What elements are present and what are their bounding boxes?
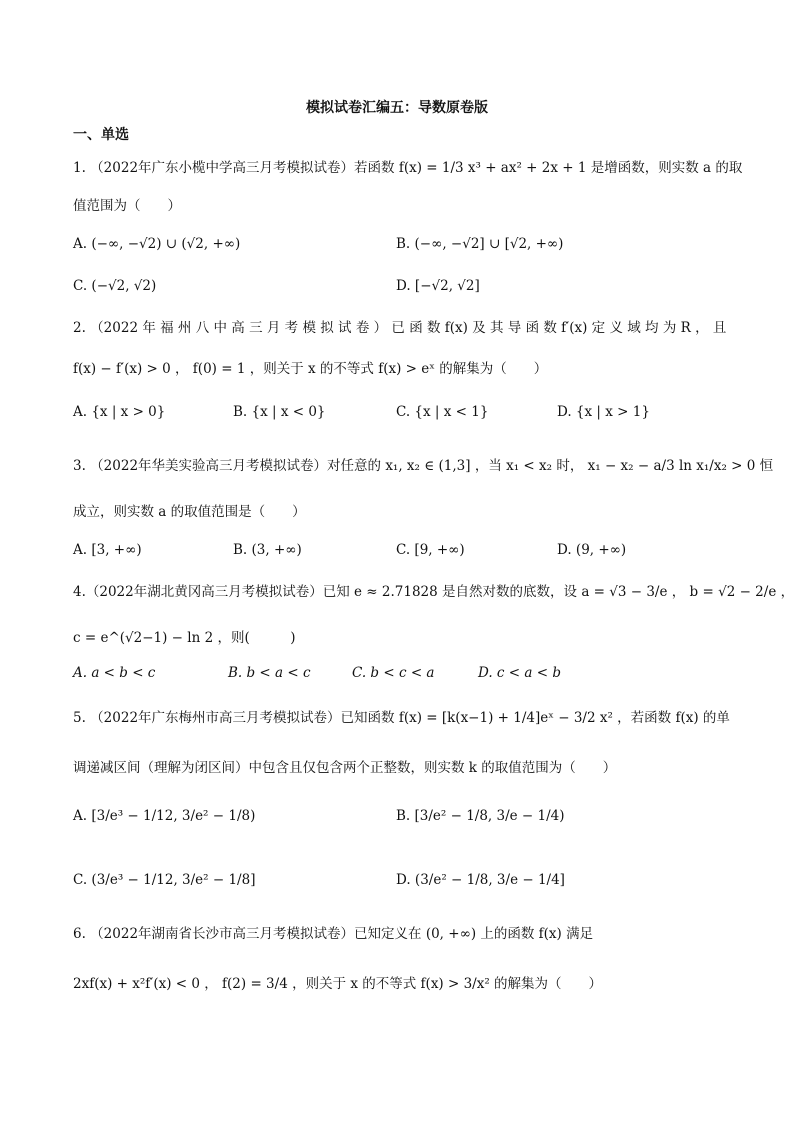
question-4-stem-cont: c = e^(√2−1) − ln 2 ，则( ) — [73, 630, 296, 646]
question-5-stem-cont: 调递减区间（理解为闭区间）中包含且仅包含两个正整数，则实数 k 的取值范围为（ ） — [73, 760, 617, 776]
question-6-stem-cont: 2xf(x) + x²f′(x) < 0 ， f(2) = 3/4 ，则关于 x 的不等式 f(x) > 3/x² 的解集为（ ） — [73, 976, 603, 992]
page-title: 模拟试卷汇编五：导数原卷版 — [306, 100, 488, 116]
question-1-stem: 1. （2022年广东小榄中学高三月考模拟试卷）若函数 f(x) = 1/3 x³ + ax² + 2x + 1 是增函数，则实数 a 的取 — [73, 160, 743, 176]
q4-option-c: C. b < c < a — [352, 665, 435, 681]
question-2-stem: 2. （2022 年 福 州 八 中 高 三 月 考 模 拟 试 卷 ） 已 函 数 f(x) 及 其 导 函 数 f′(x) 定 义 域 均 为 R ， 且 — [73, 320, 727, 336]
question-5-stem: 5. （2022年广东梅州市高三月考模拟试卷）已知函数 f(x) = [k(x−1) + 1/4]eˣ − 3/2 x² ，若函数 f(x) 的单 — [73, 710, 730, 726]
q2-option-b: B. {x | x < 0} — [233, 404, 326, 420]
q3-option-a: A. [3, +∞) — [73, 542, 142, 558]
question-4-stem: 4.（2022年湖北黄冈高三月考模拟试卷）已知 e ≈ 2.71828 是自然对数的底数，设 a = √3 − 3/e ， b = √2 − 2/e ， — [73, 584, 794, 600]
question-3-stem-cont: 成立，则实数 a 的取值范围是（ ） — [73, 504, 306, 520]
question-3-stem: 3. （2022年华美实验高三月考模拟试卷）对任意的 x₁, x₂ ∈ (1,3] ，当 x₁ < x₂ 时， x₁ − x₂ − a/3 ln x₁/x₂ > 0 恒 — [73, 458, 774, 474]
q3-option-d: D. (9, +∞) — [557, 542, 627, 558]
q1-option-c: C. (−√2, √2) — [73, 278, 157, 294]
q3-option-c: C. [9, +∞) — [396, 542, 465, 558]
question-2-stem-cont: f(x) − f′(x) > 0 ， f(0) = 1 ，则关于 x 的不等式 f(x) > eˣ 的解集为（ ） — [73, 361, 548, 377]
q2-option-d: D. {x | x > 1} — [557, 404, 650, 420]
question-6-stem: 6. （2022年湖南省长沙市高三月考模拟试卷）已知定义在 (0, +∞) 上的函数 f(x) 满足 — [73, 926, 594, 942]
q1-option-d: D. [−√2, √2] — [396, 278, 480, 294]
q1-option-a: A. (−∞, −√2) ∪ (√2, +∞) — [73, 236, 241, 252]
q4-option-a: A. a < b < c — [73, 665, 156, 681]
q5-option-c: C. (3/e³ − 1/12, 3/e² − 1/8] — [73, 872, 256, 888]
q4-option-b: B. b < a < c — [228, 665, 311, 681]
q1-option-b: B. (−∞, −√2] ∪ [√2, +∞) — [396, 236, 564, 252]
section-heading: 一、单选 — [73, 127, 129, 143]
question-1-stem-cont: 值范围为（ ） — [73, 198, 181, 214]
q2-option-c: C. {x | x < 1} — [396, 404, 489, 420]
q3-option-b: B. (3, +∞) — [233, 542, 302, 558]
q5-option-b: B. [3/e² − 1/8, 3/e − 1/4) — [396, 808, 565, 824]
q5-option-a: A. [3/e³ − 1/12, 3/e² − 1/8) — [73, 808, 256, 824]
q5-option-d: D. (3/e² − 1/8, 3/e − 1/4] — [396, 872, 565, 888]
q2-option-a: A. {x | x > 0} — [73, 404, 166, 420]
q4-option-d: D. c < a < b — [478, 665, 561, 681]
